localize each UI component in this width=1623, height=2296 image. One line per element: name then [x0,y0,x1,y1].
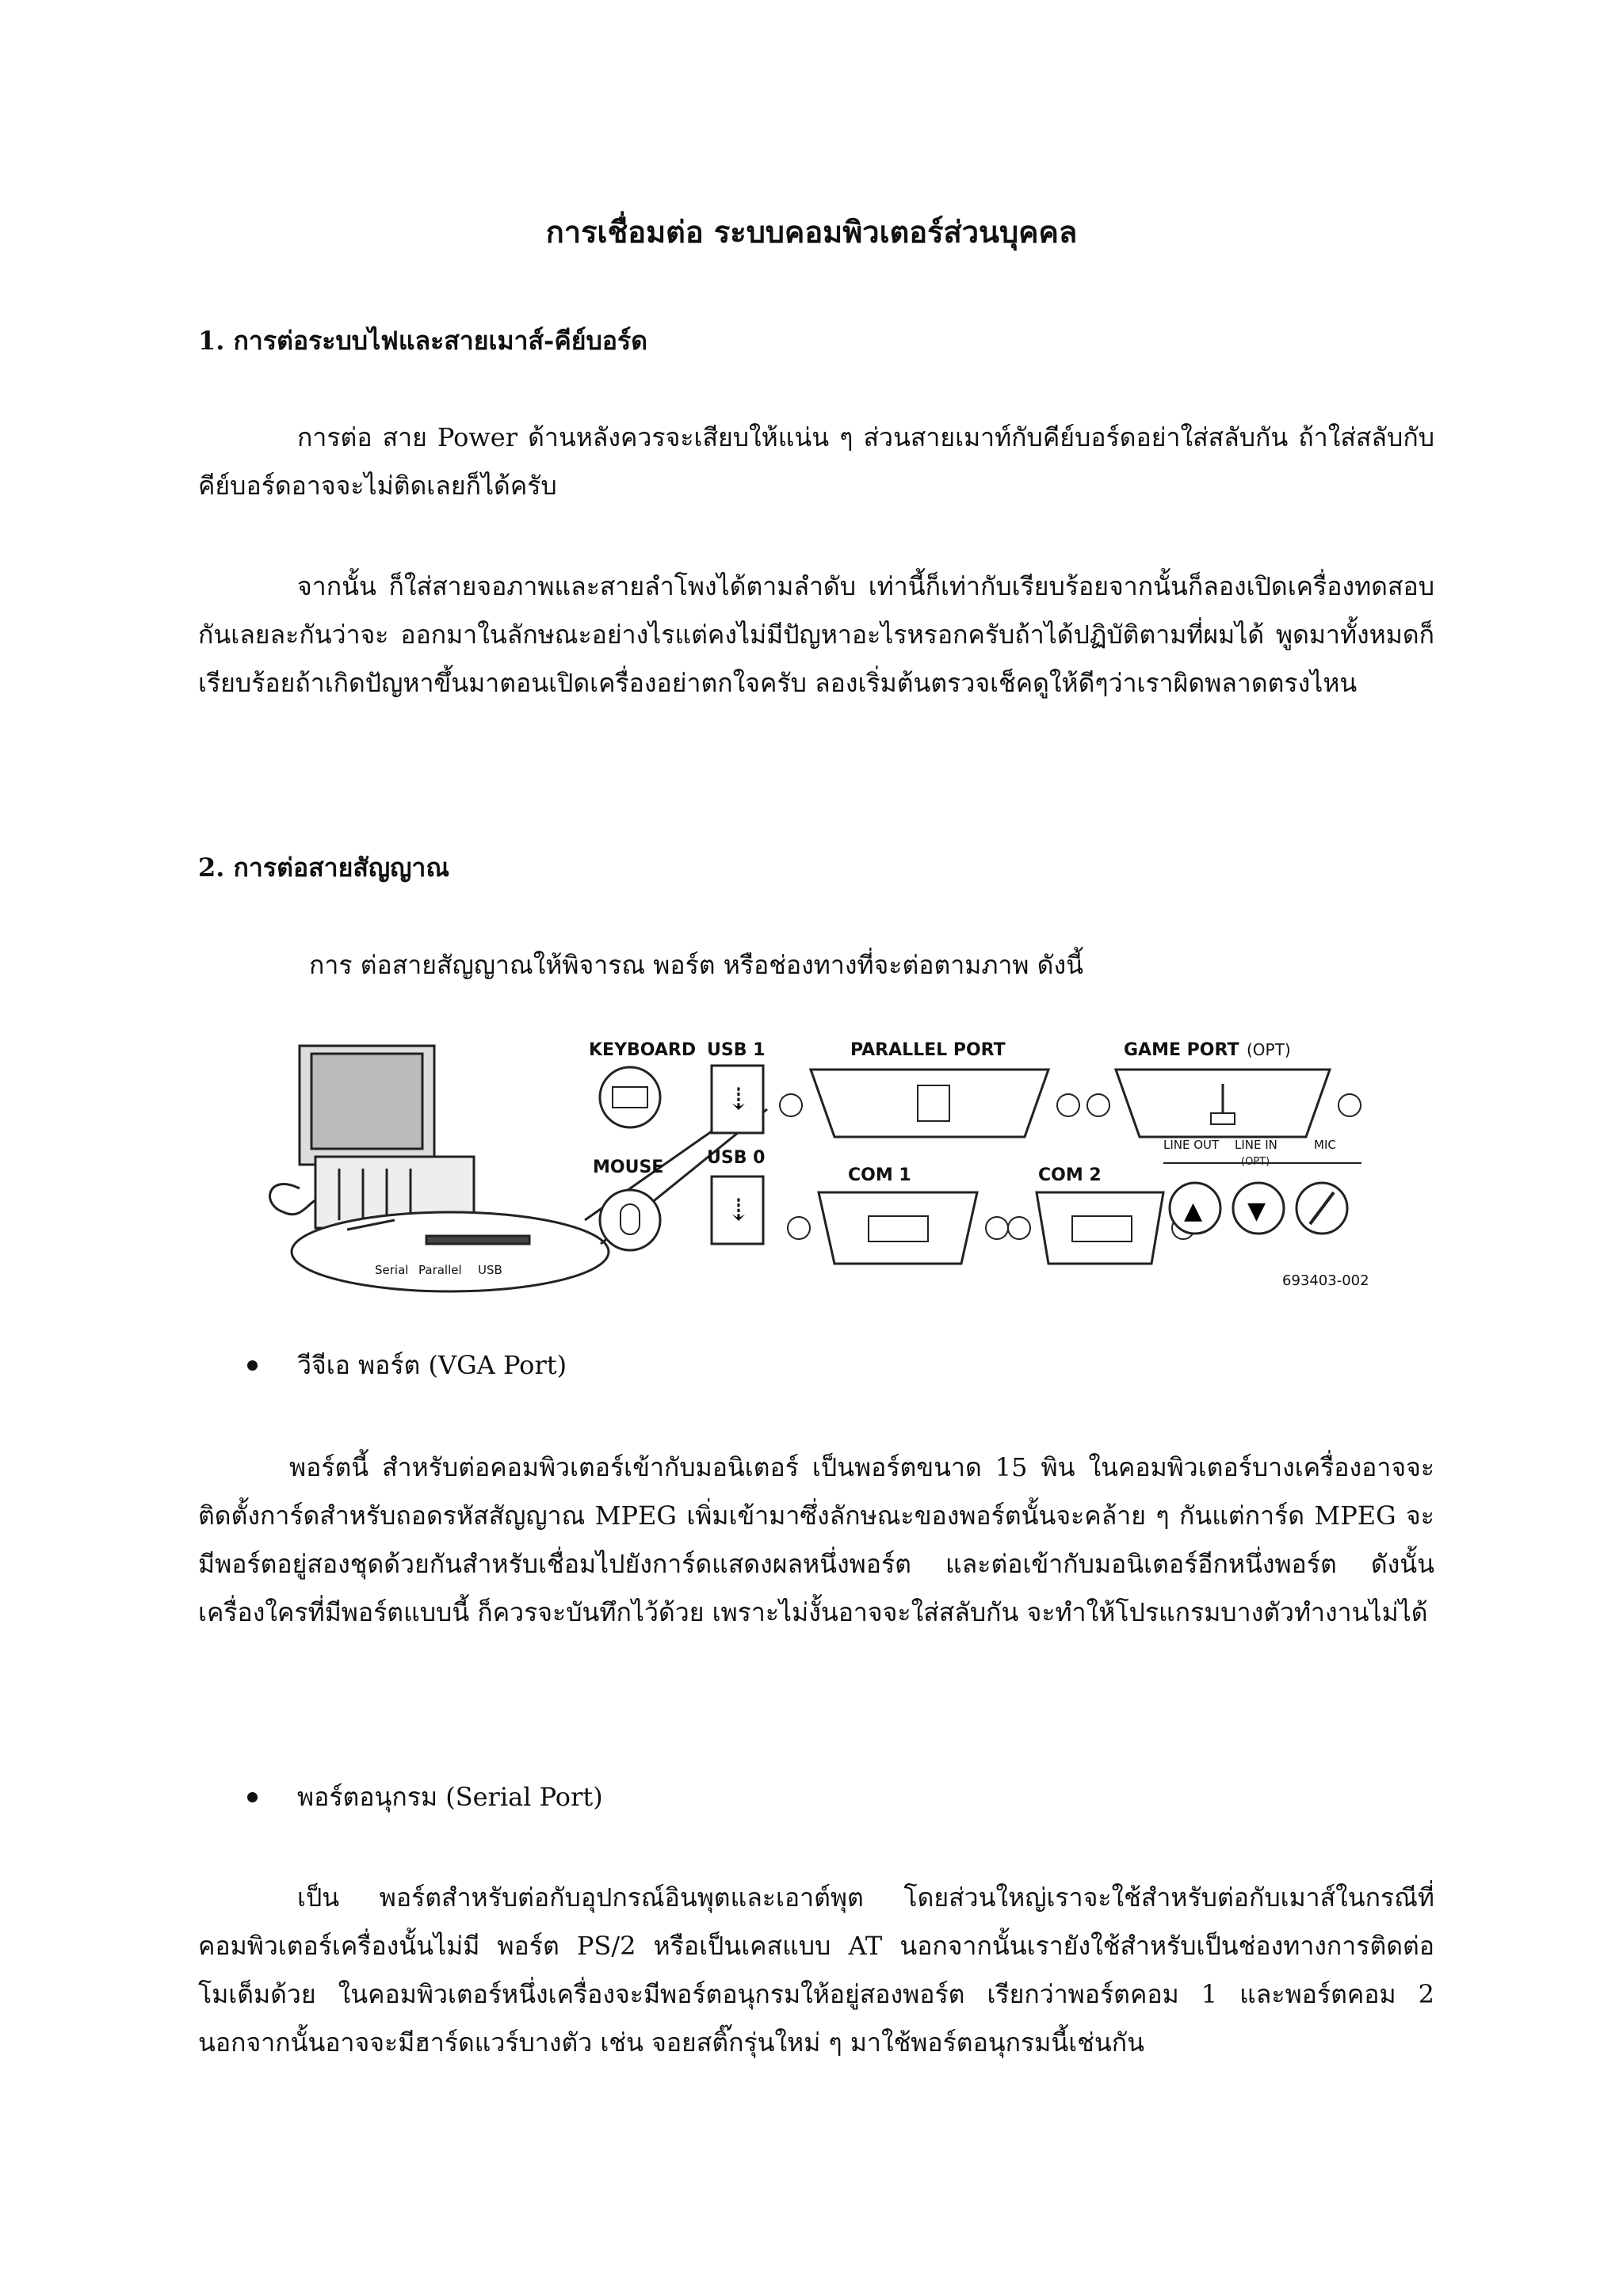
paragraph-text: การต่อ สาย Power ด้านหลังควรจะเสียบให้แน่น ๆ ส่วนสายเมาท์กับคีย์บอร์ดอย่าใส่สลับกัน ถ้าใส่สลับกับคีย์บอร์ดอาจจะไม่ติดเลยก็ได้ครับ [198,422,1434,501]
page-title: การเชื่อมต่อ ระบบคอมพิวเตอร์ส่วนบุคคล [545,214,1078,250]
screw-icon [1338,1094,1361,1116]
line-in-label: LINE IN [1235,1138,1277,1152]
parallel-port [811,1070,1048,1137]
com1-label: COM 1 [848,1165,911,1185]
usb-icon: ⇣ [726,1081,751,1116]
rear-port-diagram [252,1022,1377,1299]
bullet-item-vga [247,1345,567,1386]
section-heading-power-mouse-keyboard: 1. การต่อระบบไฟและสายเมาส์-คีย์บอร์ด [198,326,647,356]
mouse-label: MOUSE [593,1158,664,1177]
screw-icon [1057,1094,1079,1116]
paragraph-text: พอร์ตนี้ สำหรับต่อคอมพิวเตอร์เข้ากับมอนิเตอร์ เป็นพอร์ตขนาด 15 พิน ในคอมพิวเตอร์บางเครื่องอาจจะติดตั้งการ์ดสำหรับถอดรหัสสัญญาณ MPEG เพิ่มเข้ามาซึ่งลักษณะของพอร์ตนั้นจะคล้าย ๆ กันแต่การ์ด MPEG จะมีพอร์ตอยู่สองชุดด้วยกันสำหรับเชื่อมไปยังการ์ดแสดงผลหนึ่งพอร์ต และต่อเข้ากับมอนิเตอร์อีกหนึ่งพอร์ต ดังนั้นเครื่องใครที่มีพอร์ตแบบนี้ ก็ควรจะบันทึกไว้ด้วย เพราะไม่งั้นอาจจะใส่สลับกัน จะทำให้โปรแกรมบางตัวทำงานไม่ได้ [198,1452,1434,1627]
line-out-label: LINE OUT [1163,1138,1220,1152]
usb1-label: USB 1 [707,1040,766,1060]
usb-icon: ⇣ [726,1192,751,1227]
screw-icon [1008,1217,1030,1239]
bullet-icon [247,1792,258,1802]
callout-usb-label: USB [478,1263,502,1277]
keyboard-port [600,1067,660,1127]
paragraph-text: การ ต่อสายสัญญาณให้พิจารณ พอร์ต หรือช่องทางที่จะต่อตามภาพ ดังนี้ [309,950,1083,980]
bullet-item-serial [247,1777,603,1817]
screw-icon [788,1217,810,1239]
keyboard-label: KEYBOARD [589,1040,697,1060]
paragraph-text: จากนั้น ก็ใส่สายจอภาพและสายลำโพงได้ตามลำดับ เท่านี้ก็เท่ากับเรียบร้อยจากนั้นก็ลองเปิดเครื่องทดสอบกันเลยละกันว่าจะ ออกมาในลักษณะอย่างไรแต่คงไม่มีปัญหาอะไรหรอกครับถ้าได้ปฏิบัติตามที่ผมได้ พูดมาทั้งหมดก็เรียบร้อยถ้าเกิดปัญหาขึ้นมาตอนเปิดเครื่องอย่าตกใจครับ ลองเริ่มต้นตรวจเช็คดูให้ดีๆว่าเราผิดพลาดตรงไหน [198,571,1434,698]
game-port-label: GAME PORT [1124,1040,1239,1060]
bullet-label: วีจีเอ พอร์ต (VGA Port) [297,1350,567,1380]
callout-serial-label: Serial [375,1263,409,1277]
paragraph [198,941,1434,990]
line-in-opt-label: (OPT) [1241,1156,1270,1168]
bullet-icon [247,1360,258,1371]
paragraph [198,563,1434,707]
game-port-opt-label: (OPT) [1247,1040,1291,1059]
mic-label: MIC [1314,1138,1336,1152]
com1-port [819,1192,977,1264]
section-heading-signal-cables: 2. การต่อสายสัญญาณ [198,852,450,883]
computer-illustration [270,1046,767,1291]
screw-icon [1087,1094,1109,1116]
paragraph-text: เป็น พอร์ตสำหรับต่อกับอุปกรณ์อินพุตและเอาต์พุต โดยส่วนใหญ่เราจะใช้สำหรับต่อกับเมาส์ในกรณีที่คอมพิวเตอร์เครื่องนั้นไม่มี พอร์ต PS/2 หรือเป็นเคสแบบ AT นอกจากนั้นเรายังใช้สำหรับเป็นช่องทางการติดต่อโมเด็มด้วย ในคอมพิวเตอร์หนึ่งเครื่องจะมีพอร์ตอนุกรมให้อยู่สองพอร์ต เรียกว่าพอร์ตคอม 1 และพอร์ตคอม 2 นอกจากนั้นอาจจะมีฮาร์ดแวร์บางตัว เช่น จอยสติ๊กรุ่นใหม่ ๆ มาใช้พอร์ตอนุกรมนี้เช่นกัน [198,1882,1434,2058]
part-number: 693403-002 [1282,1272,1369,1289]
line-in-icon: ▼ [1247,1197,1266,1225]
com2-port [1037,1192,1163,1264]
paragraph [198,414,1434,510]
com2-label: COM 2 [1038,1165,1102,1185]
mouse-port [600,1190,660,1250]
line-out-icon: ▲ [1184,1197,1203,1225]
usb0-label: USB 0 [707,1148,766,1168]
paragraph [198,1444,1434,1637]
parallel-port-label: PARALLEL PORT [850,1040,1006,1060]
screw-icon [780,1094,802,1116]
bullet-label: พอร์ตอนุกรม (Serial Port) [297,1782,603,1812]
paragraph [198,1874,1434,2067]
screw-icon [986,1217,1008,1239]
callout-parallel-label: Parallel [418,1263,462,1277]
